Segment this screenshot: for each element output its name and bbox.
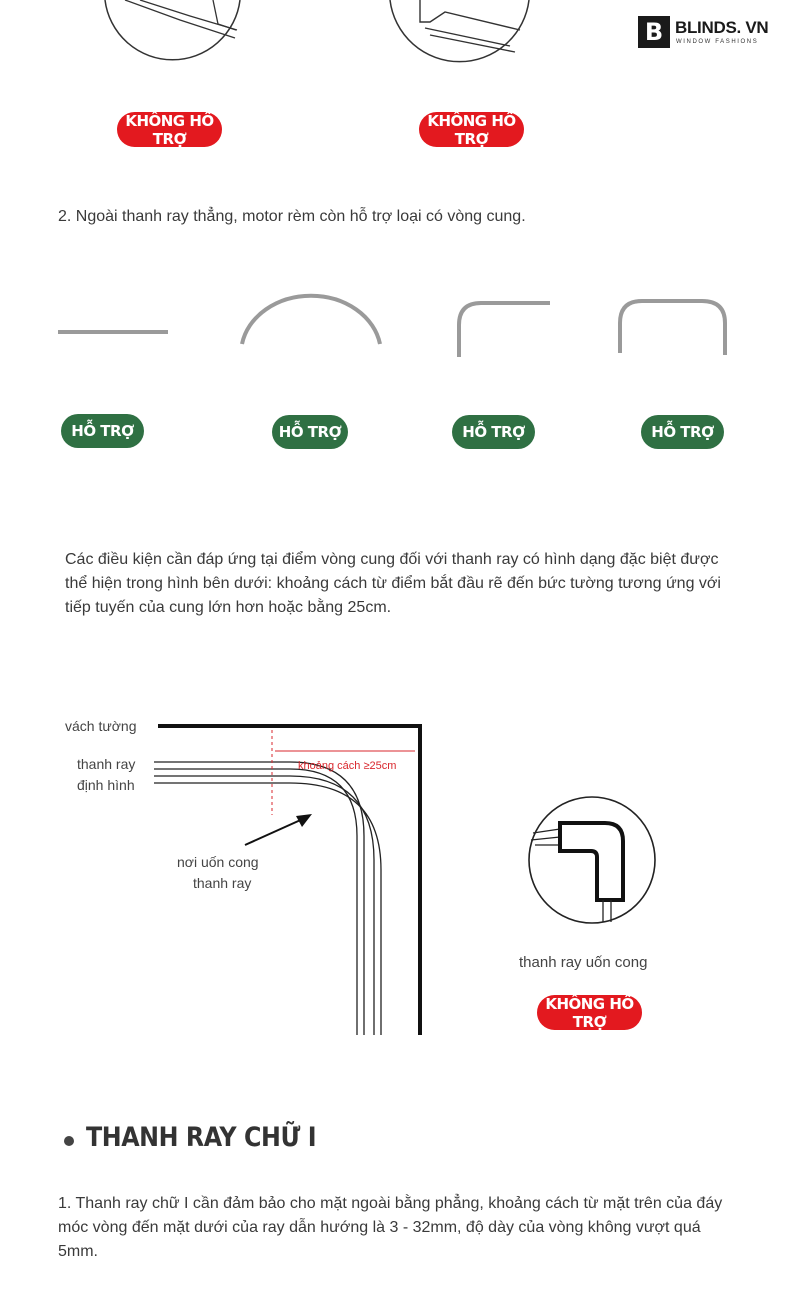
bent-rail-not-supported-badge: KHÔNG HỖ TRỢ	[537, 995, 642, 1030]
bend-label-line1: nơi uốn cong	[177, 854, 259, 870]
logo-tagline: WINDOW FASHIONS	[676, 39, 759, 45]
distance-value: ≥25cm	[363, 760, 397, 772]
supported-badge-corner: HỖ TRỢ	[452, 415, 535, 449]
distance-text: khoảng cách	[298, 760, 361, 772]
conditions-text: Các điều kiện cần đáp ứng tại điểm vòng cung đối với thanh ray có hình dạng đặc biệt được thể hiện trong hình bên dưới: khoảng cách từ điểm bắt đầu rẽ đến bức tường tương ứng với tiếp tuyến của cung lớn hơn hoặc bằng 25cm.	[65, 551, 721, 616]
distance-label	[298, 760, 396, 772]
logo-brand: BLINDS. VN	[675, 18, 769, 37]
section-i-heading: THANH RAY CHỮ I	[86, 1122, 317, 1153]
bent-rail-detail-illustration	[525, 795, 665, 935]
logo[interactable]	[638, 16, 778, 52]
wall-label: vách tường	[65, 718, 137, 734]
rail-label-line1: thanh ray	[77, 756, 136, 772]
supported-badge-straight: HỖ TRỢ	[61, 414, 144, 448]
rail-shapes-illustration	[0, 285, 790, 365]
heading-bullet	[64, 1136, 74, 1146]
section-i-text: 1. Thanh ray chữ I cần đảm bảo cho mặt ngoài bằng phẳng, khoảng cách từ mặt trên của đáy móc vòng đến mặt dưới của ray dẫn hướng là 3 - 32mm, độ dày của vòng không vượt quá 5mm.	[58, 1195, 723, 1260]
supported-badge-arc: HỖ TRỢ	[272, 415, 348, 449]
bent-rail-caption: thanh ray uốn cong	[519, 954, 648, 971]
section2-intro: 2. Ngoài thanh ray thẳng, motor rèm còn hỗ trợ loại có vòng cung.	[58, 208, 526, 225]
rail-label-line2: định hình	[77, 777, 135, 793]
bend-label-line2: thanh ray	[193, 875, 252, 891]
not-supported-badge-1: KHÔNG HỖ TRỢ	[117, 112, 222, 147]
curved-rail-diagram	[0, 700, 790, 1030]
not-supported-badge-2: KHÔNG HỖ TRỢ	[419, 112, 524, 147]
supported-badge-double-corner: HỖ TRỢ	[641, 415, 724, 449]
logo-mark: B	[638, 16, 670, 48]
